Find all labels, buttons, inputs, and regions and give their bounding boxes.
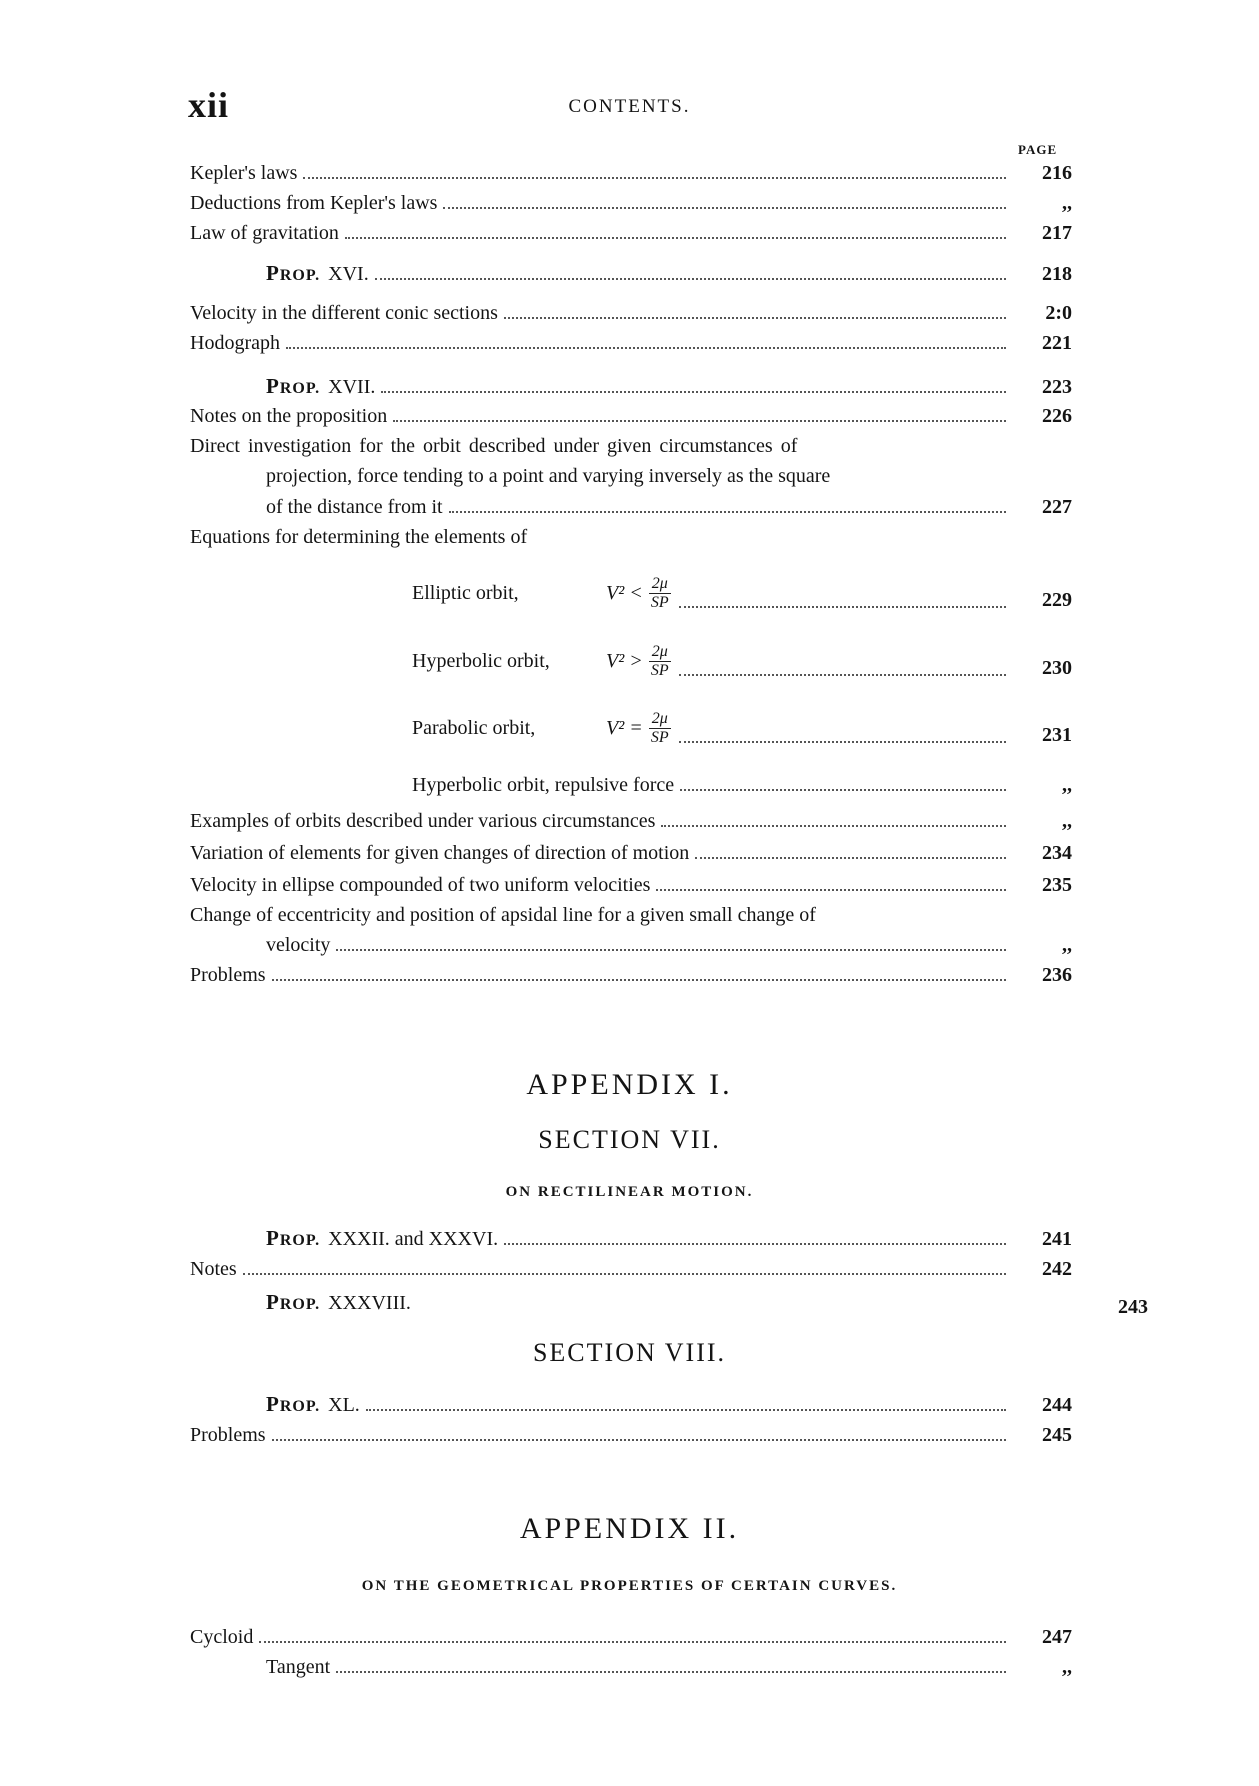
- dot-leader: [243, 1259, 1006, 1275]
- entry-title: Kepler's laws: [190, 162, 298, 184]
- fraction-denominator: SP: [650, 661, 669, 679]
- entry-page: 230: [1042, 656, 1072, 679]
- orbit-name: Parabolic orbit,: [412, 716, 536, 739]
- entry-title: XVI.: [328, 263, 369, 285]
- entry-title: of the distance from it: [266, 496, 443, 518]
- entry-page: 223: [1042, 376, 1072, 398]
- page-number: xii: [188, 85, 230, 125]
- toc-entry: [190, 1626, 1072, 1654]
- entry-page: 218: [1042, 263, 1072, 285]
- dot-leader: [504, 303, 1006, 319]
- dot-leader: [661, 811, 1006, 827]
- equation-lhs: V² >: [606, 649, 643, 672]
- prop-word: PROP.: [266, 261, 321, 285]
- toc-entry-line: [190, 435, 797, 463]
- entry-title: XL.: [328, 1394, 360, 1416]
- toc-entry: [190, 842, 1072, 870]
- toc-entry: [190, 1424, 1072, 1452]
- entry-page: 245: [1042, 1424, 1072, 1446]
- toc-entry-line: [190, 526, 527, 554]
- entry-title: Cycloid: [190, 1626, 254, 1648]
- toc-entry: [266, 496, 1072, 524]
- entry-page: ,,: [1062, 810, 1072, 832]
- toc-entry-prop: [266, 1392, 1072, 1420]
- entry-title: Velocity in ellipse compounded of two uniform velocities: [190, 874, 651, 896]
- entry-page: 235: [1042, 874, 1072, 896]
- toc-entry: [190, 332, 1072, 360]
- fraction: [649, 643, 671, 680]
- entry-page: 241: [1042, 1228, 1072, 1250]
- toc-entry-prop: [266, 1290, 1148, 1318]
- entry-page: 231: [1042, 723, 1072, 746]
- orbit-name: Hyperbolic orbit,: [412, 649, 550, 672]
- running-title: CONTENTS.: [568, 96, 691, 117]
- appendix-heading: APPENDIX I.: [526, 1068, 733, 1101]
- toc-entry-prop: [266, 374, 1072, 402]
- dot-leader: [680, 775, 1006, 791]
- orbit-entry: [412, 568, 1072, 618]
- appendix-heading: APPENDIX II.: [519, 1512, 740, 1545]
- entry-title: XXXII. and XXXVI.: [328, 1228, 499, 1250]
- dot-leader: [679, 727, 1006, 743]
- toc-entry: [190, 405, 1072, 433]
- orbit-equation: [606, 575, 671, 612]
- toc-entry: [266, 934, 1072, 962]
- entry-title: XVII.: [328, 376, 376, 398]
- equation-lhs: V² =: [606, 716, 643, 739]
- dot-leader: [303, 163, 1006, 179]
- entry-title: Problems: [190, 1424, 266, 1446]
- dot-leader: [272, 1425, 1006, 1441]
- entry-title: Notes on the proposition: [190, 405, 388, 427]
- entry-title: Examples of orbits described under various circumstances: [190, 810, 656, 832]
- entry-page: 217: [1042, 222, 1072, 244]
- entry-page: 236: [1042, 964, 1072, 986]
- prop-word: PROP.: [266, 374, 321, 398]
- fraction-numerator: 2μ: [649, 643, 671, 662]
- toc-entry: [190, 162, 1072, 190]
- section-subtitle: ON RECTILINEAR MOTION.: [505, 1184, 754, 1200]
- entry-title: Variation of elements for given changes of direction of motion: [190, 842, 690, 864]
- entry-page: ,,: [1062, 774, 1072, 796]
- page-column-label: PAGE: [1018, 142, 1058, 157]
- fraction: [649, 710, 671, 747]
- entry-page: 242: [1042, 1258, 1072, 1280]
- prop-word: PROP.: [266, 1392, 321, 1416]
- dot-leader: [272, 965, 1006, 981]
- fraction-denominator: SP: [650, 593, 669, 611]
- dot-leader: [443, 193, 1006, 209]
- entry-title: Deductions from Kepler's laws: [190, 192, 438, 214]
- fraction-numerator: 2μ: [649, 710, 671, 729]
- entry-title: XXXVIII.: [328, 1292, 411, 1314]
- entry-title: Velocity in the different conic sections: [190, 302, 498, 324]
- fraction-numerator: 2μ: [649, 575, 671, 594]
- orbit-equation: [606, 643, 671, 680]
- dot-leader: [286, 333, 1006, 349]
- entry-title: Problems: [190, 964, 266, 986]
- entry-page: ,,: [1062, 1656, 1072, 1678]
- dot-leader: [679, 592, 1006, 608]
- orbit-name: Elliptic orbit,: [412, 581, 519, 604]
- entry-title: Hodograph: [190, 332, 280, 354]
- toc-entry-prop: [266, 1226, 1072, 1254]
- dot-leader: [449, 497, 1006, 513]
- toc-entry: [190, 964, 1072, 992]
- entry-page: ,,: [1062, 192, 1072, 214]
- dot-leader: [366, 1395, 1006, 1411]
- fraction-denominator: SP: [650, 728, 669, 746]
- orbit-entry: [412, 703, 1072, 753]
- dot-leader: [336, 1657, 1006, 1673]
- entry-title: Tangent: [266, 1656, 331, 1678]
- toc-entry-line: [266, 465, 830, 493]
- dot-leader: [381, 377, 1006, 393]
- dot-leader: [259, 1627, 1006, 1643]
- dot-leader: [393, 406, 1006, 422]
- appendix-subtitle: ON THE GEOMETRICAL PROPERTIES OF CERTAIN CURVES.: [361, 1578, 898, 1594]
- toc-entry: [266, 1656, 1072, 1684]
- entry-title: velocity: [266, 934, 331, 956]
- entry-page: 229: [1042, 588, 1072, 611]
- entry-title: Direct investigation for the orbit described under given circumstances of: [190, 435, 798, 457]
- dot-leader: [345, 223, 1006, 239]
- entry-page: ,,: [1062, 934, 1072, 956]
- toc-entry: [190, 222, 1072, 250]
- entry-page: 2:0: [1045, 302, 1072, 324]
- toc-entry: [190, 874, 1072, 902]
- entry-title: Law of gravitation: [190, 222, 339, 244]
- section-heading: SECTION VII.: [538, 1125, 721, 1154]
- entry-page: 244: [1042, 1394, 1072, 1416]
- orbit-entry: [412, 636, 1072, 686]
- dot-leader: [679, 660, 1006, 676]
- entry-page: 227: [1042, 496, 1072, 518]
- toc-entry: [190, 1258, 1072, 1286]
- entry-title: Notes: [190, 1258, 237, 1280]
- entry-title: projection, force tending to a point and varying inversely as the square: [266, 465, 831, 487]
- entry-title: Hyperbolic orbit, repulsive force: [412, 774, 675, 796]
- toc-entry: [190, 192, 1072, 220]
- dot-leader: [336, 935, 1006, 951]
- toc-entry: [190, 810, 1072, 838]
- prop-word: PROP.: [266, 1226, 321, 1250]
- entry-page: 226: [1042, 405, 1072, 427]
- equation-lhs: V² <: [606, 581, 643, 604]
- entry-page: 247: [1042, 1626, 1072, 1648]
- dot-leader: [656, 875, 1006, 891]
- entry-title: Change of eccentricity and position of apsidal line for a given small change of: [190, 904, 816, 926]
- toc-entry: [190, 302, 1072, 330]
- toc-entry-prop: [266, 261, 1072, 289]
- entry-page: 216: [1042, 162, 1072, 184]
- entry-page: 243: [1118, 1296, 1148, 1318]
- toc-entry: [412, 774, 1072, 802]
- entry-title: Equations for determining the elements of: [190, 526, 528, 548]
- prop-word: PROP.: [266, 1290, 321, 1314]
- dot-leader: [695, 843, 1006, 859]
- entry-page: 221: [1042, 332, 1072, 354]
- dot-leader: [375, 264, 1006, 280]
- toc-entry-line: [190, 904, 816, 932]
- section-heading: SECTION VIII.: [532, 1338, 727, 1367]
- entry-page: 234: [1042, 842, 1072, 864]
- fraction: [649, 575, 671, 612]
- orbit-equation: [606, 710, 671, 747]
- dot-leader: [504, 1229, 1006, 1245]
